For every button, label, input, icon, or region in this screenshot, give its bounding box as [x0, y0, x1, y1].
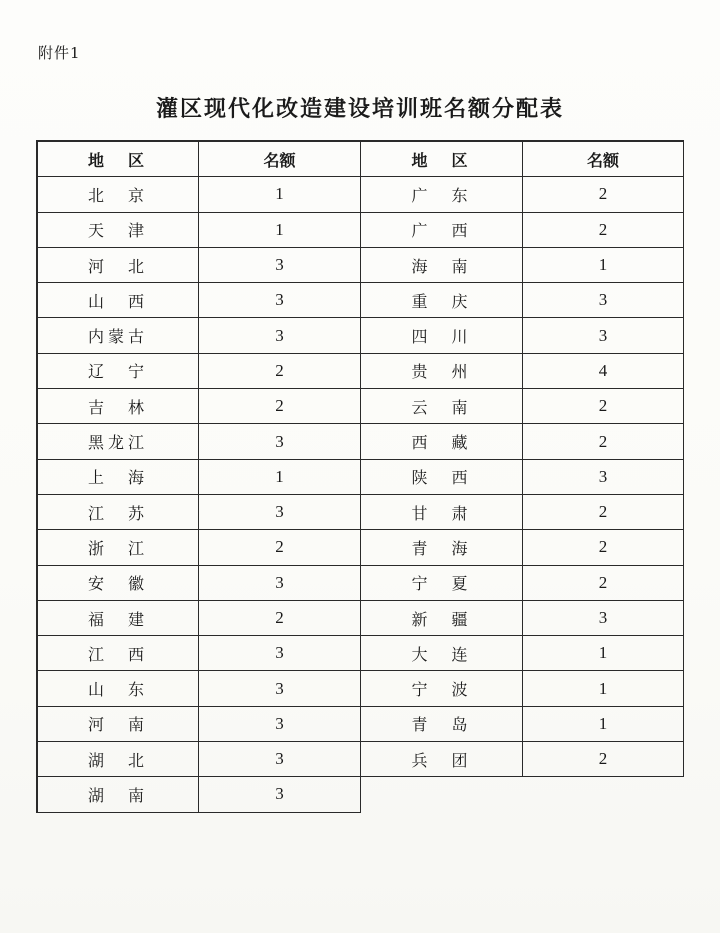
quota-left-cell: 3	[199, 318, 361, 353]
region-right-cell: 四 川	[361, 318, 523, 353]
region-right-cell: 西 藏	[361, 424, 523, 459]
quota-left-cell: 3	[199, 742, 361, 777]
quota-right-cell: 3	[523, 283, 684, 318]
quota-right-cell: 1	[523, 248, 684, 283]
table-row	[38, 707, 684, 742]
quota-right-cell: 4	[523, 354, 684, 389]
quota-left-cell: 2	[199, 354, 361, 389]
quota-right-cell: 2	[523, 566, 684, 601]
quota-left-cell: 3	[199, 424, 361, 459]
quota-right-cell: 1	[523, 671, 684, 706]
header-region-left: 地 区	[38, 142, 199, 177]
table-row	[38, 177, 684, 212]
region-right-cell: 云 南	[361, 389, 523, 424]
quota-left-cell: 3	[199, 707, 361, 742]
quota-table	[36, 140, 684, 813]
table-row	[38, 671, 684, 706]
region-left-cell: 黑龙江	[38, 424, 199, 459]
table-row	[38, 777, 684, 812]
quota-left-cell: 1	[199, 213, 361, 248]
quota-right-cell: 2	[523, 495, 684, 530]
table-row	[38, 248, 684, 283]
region-right-cell: 兵 团	[361, 742, 523, 777]
table-row	[38, 424, 684, 459]
table-row	[38, 742, 684, 777]
region-right-cell: 宁 波	[361, 671, 523, 706]
table-row	[38, 636, 684, 671]
quota-left-cell: 3	[199, 248, 361, 283]
header-quota-right: 名额	[523, 142, 684, 177]
region-right-cell: 贵 州	[361, 354, 523, 389]
quota-right-cell: 1	[523, 707, 684, 742]
region-right-cell: 广 东	[361, 177, 523, 212]
quota-left-cell: 3	[199, 777, 361, 812]
region-left-cell: 天 津	[38, 213, 199, 248]
quota-left-cell: 2	[199, 601, 361, 636]
quota-right-cell: 3	[523, 318, 684, 353]
quota-right-cell: 2	[523, 530, 684, 565]
table-row	[38, 530, 684, 565]
table-row	[38, 460, 684, 495]
region-left-cell: 福 建	[38, 601, 199, 636]
table-row	[38, 354, 684, 389]
table-row	[38, 495, 684, 530]
quota-right-cell: 2	[523, 389, 684, 424]
quota-right-cell: 2	[523, 177, 684, 212]
region-right-cell: 甘 肃	[361, 495, 523, 530]
quota-left-cell: 3	[199, 636, 361, 671]
header-region-right: 地 区	[361, 142, 523, 177]
quota-left-cell: 3	[199, 566, 361, 601]
table-row	[38, 213, 684, 248]
region-left-cell: 河 北	[38, 248, 199, 283]
quota-left-cell: 1	[199, 460, 361, 495]
quota-right-cell: 3	[523, 460, 684, 495]
table-row	[38, 283, 684, 318]
region-right-cell: 宁 夏	[361, 566, 523, 601]
region-left-cell: 吉 林	[38, 389, 199, 424]
table-header-row	[38, 142, 684, 177]
region-right-cell: 重 庆	[361, 283, 523, 318]
region-right-cell: 海 南	[361, 248, 523, 283]
region-right-cell: 陕 西	[361, 460, 523, 495]
document-title: 灌区现代化改造建设培训班名额分配表	[155, 97, 564, 122]
table-row	[38, 601, 684, 636]
region-left-cell: 辽 宁	[38, 354, 199, 389]
region-left-cell: 江 苏	[38, 495, 199, 530]
table-row	[38, 389, 684, 424]
region-left-cell: 湖 北	[38, 742, 199, 777]
quota-left-cell: 3	[199, 671, 361, 706]
region-left-cell: 湖 南	[38, 777, 199, 812]
region-left-cell: 江 西	[38, 636, 199, 671]
quota-right-cell: 1	[523, 636, 684, 671]
region-right-cell: 新 疆	[361, 601, 523, 636]
region-left-cell: 河 南	[38, 707, 199, 742]
quota-right-cell: 2	[523, 424, 684, 459]
quota-right-cell: 3	[523, 601, 684, 636]
region-left-cell: 山 西	[38, 283, 199, 318]
region-left-cell: 上 海	[38, 460, 199, 495]
quota-left-cell: 2	[199, 389, 361, 424]
quota-right-cell: 2	[523, 213, 684, 248]
quota-left-cell: 2	[199, 530, 361, 565]
region-right-cell: 大 连	[361, 636, 523, 671]
region-left-cell: 浙 江	[38, 530, 199, 565]
table-row	[38, 318, 684, 353]
table-row	[38, 566, 684, 601]
quota-left-cell: 3	[199, 283, 361, 318]
quota-left-cell: 3	[199, 495, 361, 530]
quota-right-cell	[523, 777, 684, 812]
region-left-cell: 北 京	[38, 177, 199, 212]
quota-right-cell: 2	[523, 742, 684, 777]
attachment-label: 附件1	[38, 44, 81, 62]
region-right-cell: 青 岛	[361, 707, 523, 742]
region-left-cell: 安 徽	[38, 566, 199, 601]
region-right-cell	[361, 777, 523, 812]
region-right-cell: 广 西	[361, 213, 523, 248]
header-quota-left: 名额	[199, 142, 361, 177]
region-left-cell: 山 东	[38, 671, 199, 706]
region-right-cell: 青 海	[361, 530, 523, 565]
region-left-cell: 内蒙古	[38, 318, 199, 353]
quota-left-cell: 1	[199, 177, 361, 212]
